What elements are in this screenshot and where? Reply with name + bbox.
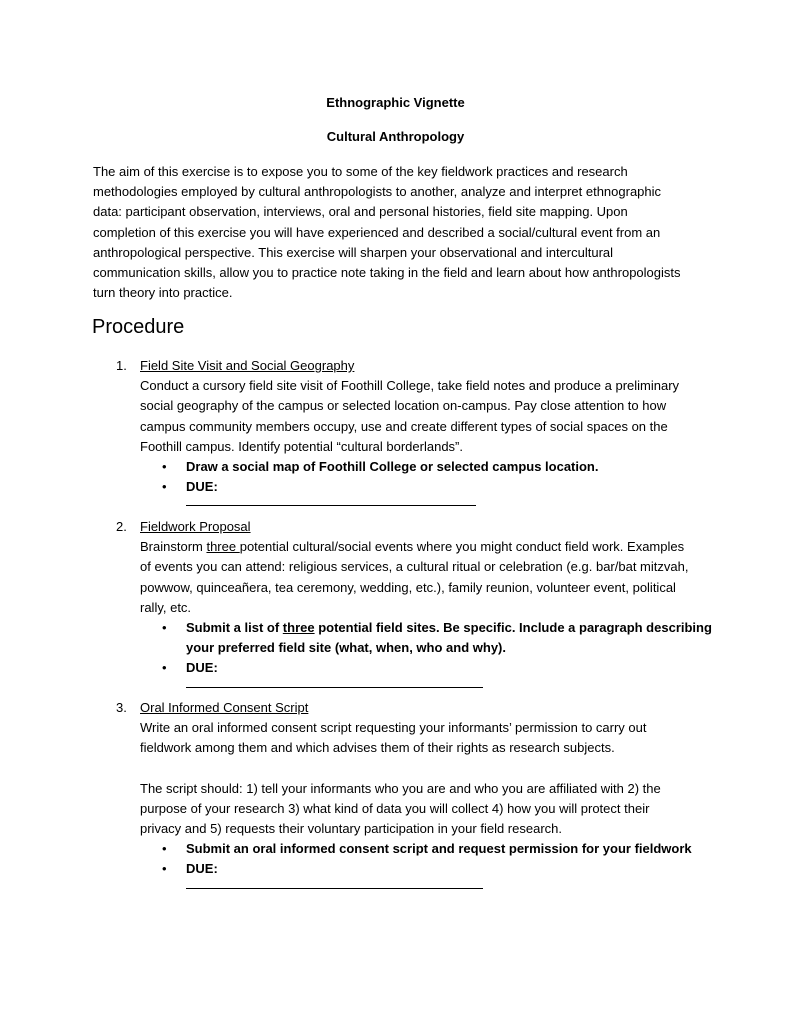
bullet-item: • Submit an oral informed consent script and request permission for your fieldwork <box>140 839 720 859</box>
item-line: powwow, quinceañera, tea ceremony, wedding, etc.), family reunion, volunteer event, political <box>140 579 676 595</box>
document-title: Ethnographic Vignette <box>326 95 465 110</box>
due-blank-line <box>186 880 483 889</box>
intro-line: completion of this exercise you will have experienced and described a social/cultural event from an <box>93 224 661 240</box>
bullet-item: • Submit a list of three potential field sites. Be specific. Include a paragraph describing your preferred field site (what, when, who and why). <box>162 620 712 656</box>
intro-line: communication skills, allow you to practice note taking in the field and learn about how anthropologists <box>93 265 681 281</box>
intro-line: The aim of this exercise is to expose you to some of the key fieldwork practices and research <box>93 164 628 179</box>
bullet-dot-icon: • <box>162 459 167 475</box>
item-line: of events you can attend: religious services, a cultural ritual or celebration (e.g. bar/bat mitzvah, <box>140 559 689 575</box>
intro-paragraph <box>93 162 703 303</box>
item-line: Write an oral informed consent script requesting your informants’ permission to carry out <box>140 720 647 736</box>
bullet-item: • Draw a social map of Foothill College or selected campus location. <box>140 457 720 477</box>
intro-line: anthropological perspective. This exercise will sharpen your observational and intercultural <box>93 244 614 260</box>
due-blank-line <box>186 679 483 688</box>
bullet-dot-icon: • <box>162 660 167 676</box>
bullet-item: • DUE: <box>140 477 720 497</box>
bullet-dot-icon: • <box>162 861 167 877</box>
intro-line: methodologies employed by cultural anthropologists to another, analyze and interpret ethnographic <box>93 184 662 200</box>
bullet-item: • DUE: <box>140 658 720 678</box>
item-line: Foothill campus. Identify potential “cultural borderlands”. <box>140 438 463 454</box>
item-line: campus community members occupy, use and create different types of social spaces on the <box>140 418 668 434</box>
bullet-dot-icon: • <box>162 479 167 495</box>
item-line: purpose of your research 3) what kind of data you will collect 4) how you will protect their <box>140 800 650 816</box>
bullet-item: • DUE: <box>140 859 720 879</box>
item-line: privacy and 5) requests their voluntary participation in your field research. <box>140 821 562 837</box>
item-number: 2. <box>116 519 127 534</box>
intro-line: data: participant observation, interviews, oral and personal histories, field site mapping. Upon <box>93 204 628 220</box>
item-line: social geography of the campus or selected location on-campus. Pay close attention to how <box>140 398 667 414</box>
item-title: Fieldwork Proposal <box>140 519 251 534</box>
item-line: Brainstorm three potential cultural/social events where you might conduct field work. Examples <box>140 539 685 555</box>
item-title: Field Site Visit and Social Geography <box>140 358 355 373</box>
item-body <box>140 356 720 506</box>
due-blank-line <box>186 497 476 506</box>
item-line: Conduct a cursory field site visit of Foothill College, take field notes and produce a preliminary <box>140 378 680 394</box>
item-body <box>140 698 720 889</box>
item-bullets <box>140 618 720 679</box>
item-line: fieldwork among them and which advises them of their rights as research subjects. <box>140 740 615 756</box>
item-title: Oral Informed Consent Script <box>140 700 309 715</box>
item-body <box>140 517 720 688</box>
bullet-dot-icon: • <box>162 841 167 857</box>
intro-line: turn theory into practice. <box>93 285 233 301</box>
item-number: 3. <box>116 700 127 715</box>
document-subtitle: Cultural Anthropology <box>326 129 465 144</box>
procedure-heading: Procedure <box>92 316 185 338</box>
item-bullets <box>140 457 720 497</box>
item-line: rally, etc. <box>140 599 192 615</box>
bullet-dot-icon: • <box>162 620 167 636</box>
item-line: The script should: 1) tell your informants who you are and who you are affiliated with 2) the <box>140 780 661 796</box>
spacer <box>140 759 720 779</box>
item-bullets <box>140 839 720 879</box>
item-number: 1. <box>116 358 127 373</box>
